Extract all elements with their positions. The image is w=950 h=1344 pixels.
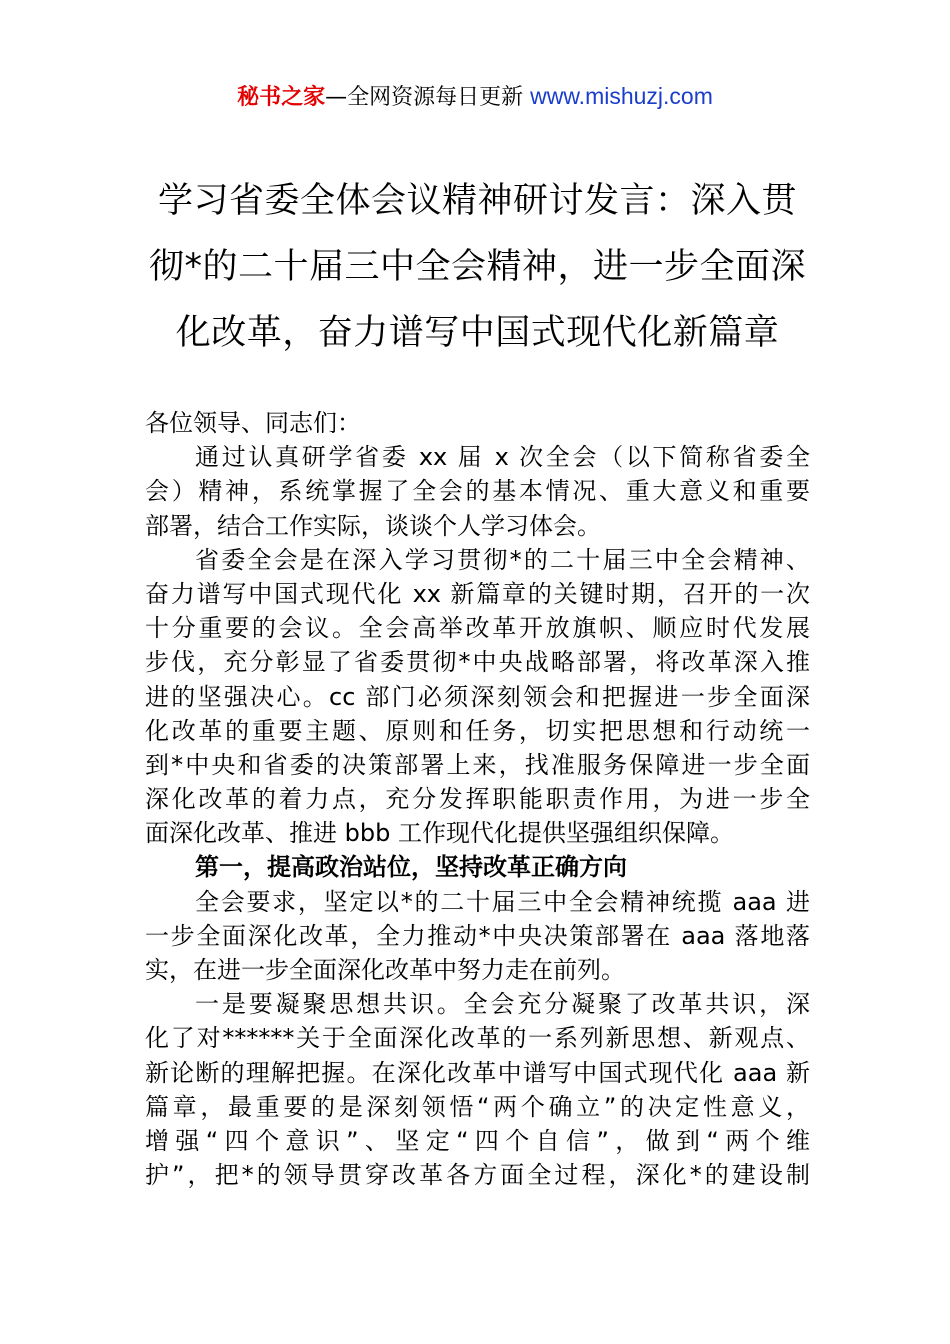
body-text-line: 十分重要的会议。全会高举改革开放旗帜、顺应时代发展 xyxy=(145,614,810,643)
body-text-line: 各位领导、同志们： xyxy=(145,409,361,437)
site-brand: 秘书之家 xyxy=(237,85,326,110)
site-url-link[interactable]: www.mishuzj.com xyxy=(530,83,713,109)
body-text-line: 新论断的理解把握。在深化改革中谱写中国式现代化 aaa 新 xyxy=(145,1058,810,1087)
body-text-line: 部署，结合工作实际，谈谈个人学习体会。 xyxy=(145,511,601,540)
section-heading-line: 第一，提高政治站位，坚持改革正确方向 xyxy=(195,853,627,882)
document-title xyxy=(145,168,810,366)
body-text-line: 会）精神，系统掌握了全会的基本情况、重大意义和重要 xyxy=(145,477,810,506)
body-text-line: 进的坚强决心。cc 部门必须深刻领会和把握进一步全面深 xyxy=(145,682,810,711)
document-body xyxy=(145,406,810,1192)
body-text-line: 步伐，充分彰显了省委贯彻*中央战略部署，将改革深入推 xyxy=(145,648,810,677)
body-text-line: 通过认真研学省委 xx 届 x 次全会（以下简称省委全 xyxy=(195,443,810,472)
body-text-line: 增强“四个意识”、坚定“四个自信”，做到“两个维 xyxy=(145,1126,810,1155)
site-tagline: —全网资源每日更新 xyxy=(325,85,524,110)
body-text-line: 化改革的重要主题、原则和任务，切实把思想和行动统一 xyxy=(145,716,810,745)
body-text-line: 深化改革的着力点，充分发挥职能职责作用，为进一步全 xyxy=(145,785,810,814)
site-header xyxy=(0,80,950,114)
body-text-line: 省委全会是在深入学习贯彻*的二十届三中全会精神、 xyxy=(195,545,810,574)
body-text-line: 全会要求，坚定以*的二十届三中全会精神统揽 aaa 进 xyxy=(195,887,810,916)
title-line: 化改革，奋力谱写中国式现代化新篇章 xyxy=(175,313,780,353)
body-text-line: 篇章，最重要的是深刻领悟“两个确立”的决定性意义， xyxy=(145,1092,810,1121)
body-text-line: 一是要凝聚思想共识。全会充分凝聚了改革共识，深 xyxy=(195,990,810,1019)
body-text-line: 一步全面深化改革，全力推动*中央决策部署在 aaa 落地落 xyxy=(145,921,810,950)
title-line: 彻*的二十届三中全会精神，进一步全面深 xyxy=(148,247,806,287)
body-text-line: 化了对******关于全面深化改革的一系列新思想、新观点、 xyxy=(145,1024,810,1053)
title-line: 学习省委全体会议精神研讨发言：深入贯 xyxy=(157,181,797,221)
body-text-line: 到*中央和省委的决策部署上来，找准服务保障进一步全面 xyxy=(145,750,810,779)
body-text-line: 实，在进一步全面深化改革中努力走在前列。 xyxy=(145,956,625,984)
body-text-line: 奋力谱写中国式现代化 xx 新篇章的关键时期，召开的一次 xyxy=(145,579,810,608)
body-text-line: 面深化改革、推进 bbb 工作现代化提供坚强组织保障。 xyxy=(145,819,734,848)
body-text-line: 护”，把*的领导贯穿改革各方面全过程，深化*的建设制 xyxy=(145,1161,810,1190)
